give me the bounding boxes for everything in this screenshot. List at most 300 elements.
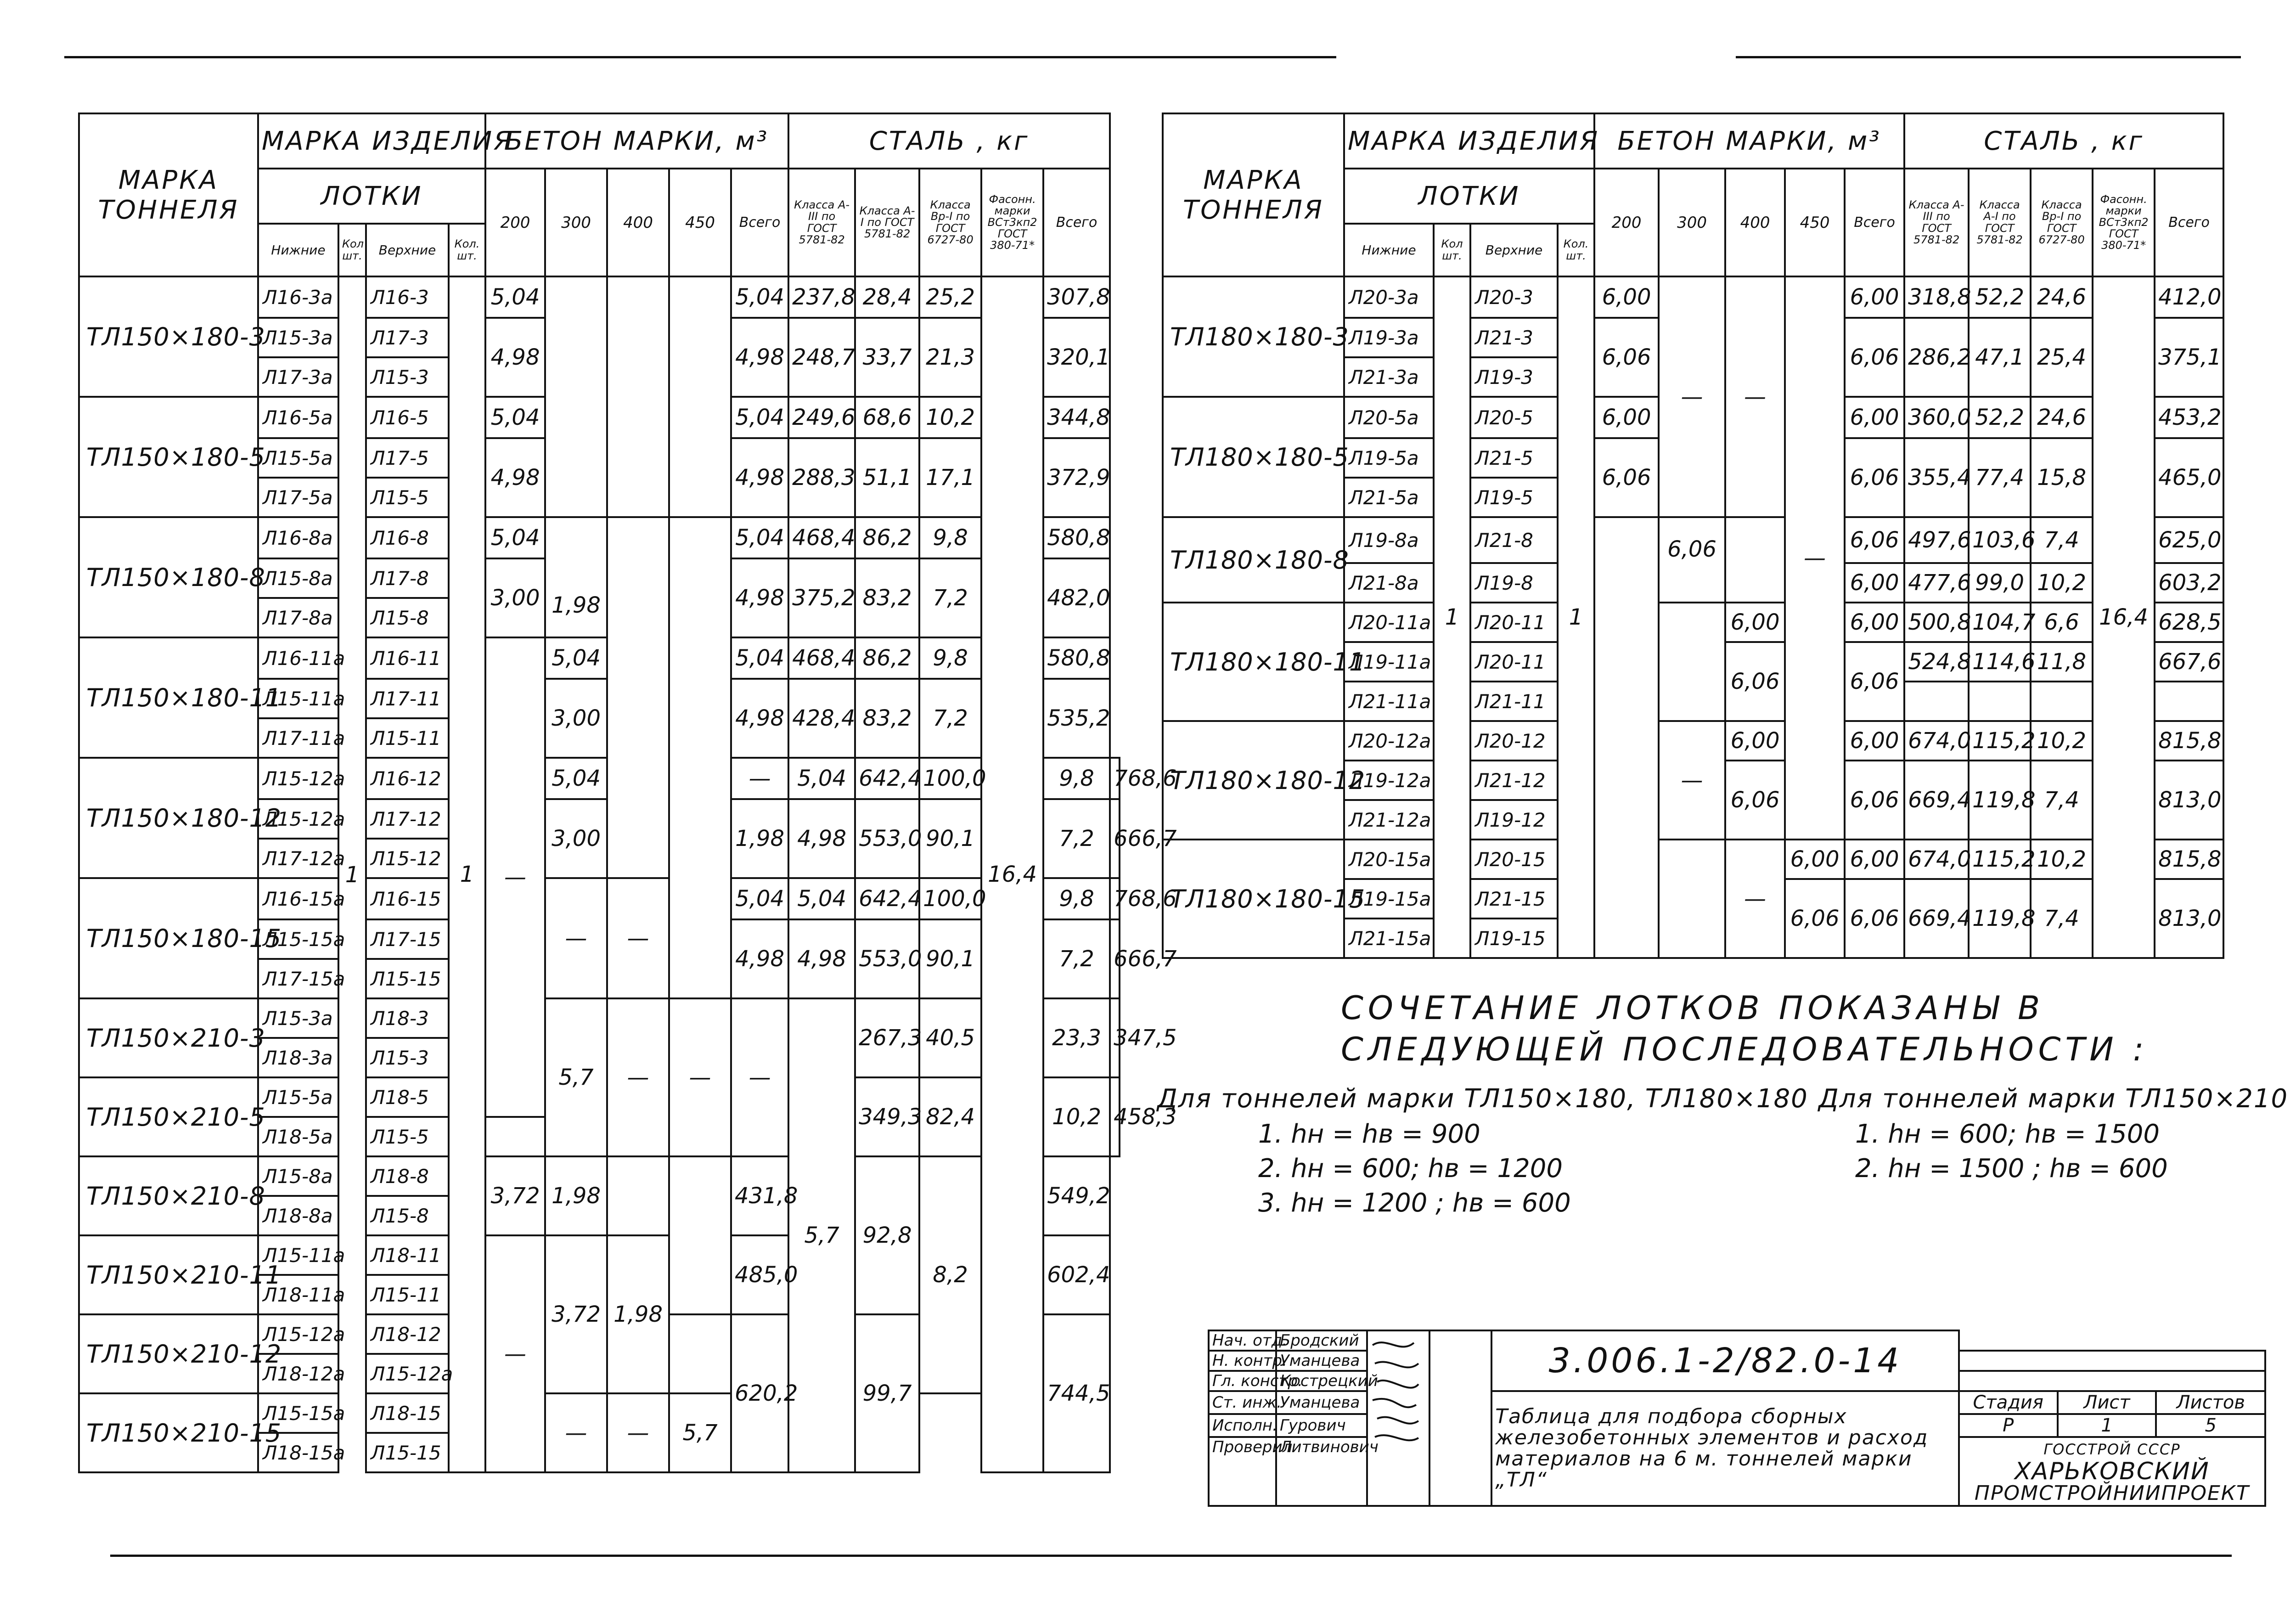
s-vr1: 7,2 — [1043, 799, 1110, 878]
c400: 6,06 — [1725, 761, 1785, 840]
s-vr1: 7,2 — [919, 679, 981, 758]
s-total: 372,9 — [1043, 438, 1110, 517]
c300: 1,98 — [545, 517, 607, 637]
header-c300: 300 — [1659, 169, 1725, 276]
c450 — [669, 1156, 731, 1314]
upper-tray: Л15-5 — [366, 1117, 449, 1156]
s-a1: 99,7 — [855, 1314, 919, 1472]
header-concrete: БЕТОН МАРКИ, м³ — [1594, 113, 1904, 169]
s-vr1: 25,2 — [919, 276, 981, 318]
s-vr1: 21,3 — [919, 318, 981, 397]
header-steel-a3: Класса А-III по ГОСТ 5781-82 — [788, 169, 855, 276]
s-a1: 103,6 — [1969, 517, 2031, 563]
c200: 6,06 — [1594, 438, 1659, 517]
upper-tray: Л15-5 — [366, 478, 449, 517]
lower-tray: Л16-5а — [258, 397, 338, 438]
header-steel-a1: Класса А-I по ГОСТ 5781-82 — [855, 169, 919, 276]
s-shaped: 16,4 — [981, 276, 1043, 1472]
upper-tray: Л16-8 — [366, 517, 449, 558]
upper-tray: Л18-5 — [366, 1077, 449, 1117]
c-total: 4,98 — [731, 318, 788, 397]
top-rule-left — [64, 56, 1336, 58]
s-total: 602,4 — [1043, 1235, 1110, 1314]
s-a1: 68,6 — [855, 397, 919, 438]
lower-tray: Л20-5а — [1344, 397, 1434, 438]
upper-tray: Л20-5 — [1470, 397, 1558, 438]
s-a1: 92,8 — [855, 1156, 919, 1314]
s-vr1: 11,8 — [2031, 642, 2093, 682]
header-tunnel-mark: МАРКА ТОННЕЛЯ — [1163, 113, 1344, 276]
c200: — — [485, 1235, 545, 1472]
s-a3: 288,3 — [788, 438, 855, 517]
header-lower: Нижние — [258, 224, 338, 276]
s-a3: 360,0 — [1904, 397, 1969, 438]
header-steel-total: Всего — [1043, 169, 1110, 276]
c200: — — [485, 637, 545, 1117]
s-total: 815,8 — [2155, 840, 2223, 879]
c200: 6,00 — [1594, 397, 1659, 438]
s-a1: 114,6 — [1969, 642, 2031, 682]
upper-tray: Л20-12 — [1470, 721, 1558, 761]
lower-tray: Л21-12а — [1344, 800, 1434, 840]
c200: 6,06 — [1594, 318, 1659, 397]
s-vr1: 9,8 — [1043, 878, 1110, 919]
s-total: 549,2 — [1043, 1156, 1110, 1235]
lower-tray: Л19-5а — [1344, 438, 1434, 478]
s-a3: 553,0 — [855, 799, 919, 878]
lower-tray: Л15-8а — [258, 1156, 338, 1196]
role-label: Исполн. — [1209, 1414, 1276, 1437]
document-description: Таблица для подбора сборных железобетонных элементов и расход материалов на 6 м. тоннелей марки „ТЛ“ — [1491, 1391, 1959, 1506]
upper-tray: Л16-12 — [366, 758, 449, 799]
s-a3: 318,8 — [1904, 276, 1969, 318]
header-trays: ЛОТКИ — [1344, 169, 1594, 224]
signature-area — [1367, 1330, 1429, 1506]
s-a3: 620,2 — [731, 1314, 788, 1472]
header-steel-a3: Класса А-III по ГОСТ 5781-82 — [1904, 169, 1969, 276]
upper-tray: Л15-12 — [366, 839, 449, 878]
right-note-block — [1818, 1084, 2288, 1183]
upper-tray: Л15-3 — [366, 1038, 449, 1077]
s-total: 344,8 — [1043, 397, 1110, 438]
s-total: 453,2 — [2155, 397, 2223, 438]
s-a3: 431,8 — [731, 1156, 788, 1235]
lower-tray: Л18-15а — [258, 1433, 338, 1472]
tunnel-mark: ТЛ180×180-3 — [1163, 276, 1344, 397]
tunnel-mark: ТЛ150×180-12 — [79, 758, 258, 878]
upper-tray: Л16-3 — [366, 276, 449, 318]
sheets-label: Листов — [2156, 1391, 2265, 1414]
s-a3: 468,4 — [788, 517, 855, 558]
c400: 1,98 — [607, 1235, 669, 1393]
upper-tray: Л20-15 — [1470, 840, 1558, 879]
tunnel-mark: ТЛ150×180-15 — [79, 878, 258, 998]
left-note-item: 1. hн = hв = 900 — [1258, 1119, 1480, 1149]
lower-tray: Л17-12а — [258, 839, 338, 878]
s-a3: 669,4 — [1904, 761, 1969, 840]
person-name: Уманцева — [1276, 1391, 1367, 1414]
header-upper: Верхние — [366, 224, 449, 276]
lower-tray: Л17-5а — [258, 478, 338, 517]
right-note-title: Для тоннелей марки ТЛ150×210 — [1818, 1084, 2289, 1114]
upper-tray: Л17-12 — [366, 799, 449, 839]
c450: 5,04 — [731, 878, 788, 919]
c300: 3,00 — [545, 799, 607, 878]
qty-lower: 1 — [1434, 276, 1470, 958]
s-total: 813,0 — [2155, 879, 2223, 958]
lower-tray: Л17-3а — [258, 357, 338, 397]
tunnel-mark: ТЛ180×180-5 — [1163, 397, 1344, 517]
s-total: 768,6 — [1110, 758, 1120, 799]
lower-tray: Л17-15а — [258, 959, 338, 998]
s-vr1: 7,4 — [2031, 517, 2093, 563]
upper-tray: Л15-8 — [366, 1196, 449, 1235]
c450: — — [1785, 276, 1845, 840]
s-vr1: 10,2 — [2031, 563, 2093, 603]
lower-tray: Л15-8а — [258, 558, 338, 598]
lower-tray: Л16-11а — [258, 637, 338, 679]
c300: 3,72 — [545, 1235, 607, 1393]
c400: — — [1725, 276, 1785, 517]
upper-tray: Л17-11 — [366, 679, 449, 718]
header-steel-vr1: Класса Вр-I по ГОСТ 6727-80 — [919, 169, 981, 276]
s-a1: 77,4 — [1969, 438, 2031, 517]
c-total: 5,7 — [788, 998, 855, 1472]
lower-tray: Л19-3а — [1344, 318, 1434, 357]
c400 — [1725, 517, 1785, 603]
upper-tray: Л21-12 — [1470, 761, 1558, 800]
stamp-blank — [1959, 1351, 2265, 1371]
header-tunnel-mark: МАРКА ТОННЕЛЯ — [79, 113, 258, 276]
s-total: 320,1 — [1043, 318, 1110, 397]
upper-tray: Л21-15 — [1470, 879, 1558, 919]
header-item-mark: МАРКА ИЗДЕЛИЯ — [1344, 113, 1594, 169]
upper-tray: Л19-15 — [1470, 919, 1558, 958]
s-total: 603,2 — [2155, 563, 2223, 603]
s-vr1: 25,4 — [2031, 318, 2093, 397]
upper-tray: Л18-3 — [366, 998, 449, 1038]
top-rule-right — [1736, 56, 2241, 58]
header-qty-lower: Кол шт. — [338, 224, 366, 276]
s-a3: 674,0 — [1904, 721, 1969, 761]
upper-tray: Л20-11 — [1470, 603, 1558, 642]
signature-scribble — [1368, 1331, 1423, 1446]
c-total: 4,98 — [731, 679, 788, 758]
lower-tray: Л20-15а — [1344, 840, 1434, 879]
c300: — — [607, 998, 669, 1156]
header-qty-upper: Кол. шт. — [449, 224, 485, 276]
c-total: 6,00 — [1845, 603, 1904, 642]
s-a3: 500,8 — [1904, 603, 1969, 642]
c300: 6,06 — [1659, 517, 1725, 603]
s-a1: 86,2 — [855, 517, 919, 558]
right-materials-table — [1162, 113, 2224, 959]
header-c400: 400 — [607, 169, 669, 276]
c-total: 6,00 — [1845, 563, 1904, 603]
s-total: 482,0 — [1043, 558, 1110, 637]
s-vr1: 9,8 — [1043, 758, 1110, 799]
s-vr1: 24,6 — [2031, 276, 2093, 318]
s-a1: 52,2 — [1969, 397, 2031, 438]
c300 — [1659, 603, 1725, 721]
upper-tray: Л17-8 — [366, 558, 449, 598]
s-a3: 237,8 — [788, 276, 855, 318]
lower-tray: Л18-12а — [258, 1354, 338, 1393]
c200: 4,98 — [485, 318, 545, 397]
s-total: 768,6 — [1110, 878, 1120, 919]
s-vr1: 24,6 — [2031, 397, 2093, 438]
s-a1: 115,2 — [1969, 840, 2031, 879]
tunnel-mark: ТЛ150×180-8 — [79, 517, 258, 637]
s-total: 307,8 — [1043, 276, 1110, 318]
c300: — — [545, 878, 607, 998]
s-a3: 248,7 — [788, 318, 855, 397]
s-vr1: 7,2 — [919, 558, 981, 637]
lower-tray: Л20-11а — [1344, 603, 1434, 642]
header-upper: Верхние — [1470, 224, 1558, 276]
c-total: 5,04 — [788, 758, 855, 799]
s-vr1: 9,8 — [919, 517, 981, 558]
right-note-item: 1. hн = 600; hв = 1500 — [1855, 1119, 2160, 1149]
c200: 6,00 — [1594, 276, 1659, 318]
stamp-blank — [1959, 1330, 2265, 1351]
role-label: Ст. инж. — [1209, 1391, 1276, 1414]
c300: — — [1659, 276, 1725, 517]
tunnel-mark: ТЛ150×210-15 — [79, 1393, 258, 1472]
lower-tray: Л15-15а — [258, 1393, 338, 1433]
c-total: 5,04 — [731, 517, 788, 558]
c300: — — [1659, 721, 1725, 840]
header-c450: 450 — [1785, 169, 1845, 276]
c400 — [607, 517, 669, 878]
c300: 5,04 — [545, 758, 607, 799]
upper-tray: Л16-11 — [366, 637, 449, 679]
c-total: 5,04 — [731, 397, 788, 438]
c400: — — [731, 758, 788, 799]
organization-line2: ХАРЬКОВСКИЙ — [2015, 1458, 2210, 1485]
s-total: 412,0 — [2155, 276, 2223, 318]
lower-tray: Л18-8а — [258, 1196, 338, 1235]
s-total: 580,8 — [1043, 517, 1110, 558]
tunnel-mark: ТЛ150×180-11 — [79, 637, 258, 758]
person-name: Гурович — [1276, 1414, 1367, 1437]
header-steel-a1: Класса А-I по ГОСТ 5781-82 — [1969, 169, 2031, 276]
c-total: 6,00 — [1845, 721, 1904, 761]
upper-tray: Л20-11 — [1470, 642, 1558, 682]
c-total: 6,00 — [1845, 840, 1904, 879]
upper-tray: Л19-5 — [1470, 478, 1558, 517]
lower-tray: Л15-11а — [258, 1235, 338, 1275]
s-vr1: 8,2 — [919, 1156, 981, 1393]
c300 — [545, 276, 607, 517]
person-name: Кострецкий — [1276, 1371, 1367, 1391]
s-total: 813,0 — [2155, 761, 2223, 840]
s-a1: 86,2 — [855, 637, 919, 679]
upper-tray: Л17-5 — [366, 438, 449, 478]
upper-tray: Л19-8 — [1470, 563, 1558, 603]
s-vr1: 17,1 — [919, 438, 981, 517]
title-block — [1208, 1330, 2266, 1507]
c-total: 4,98 — [788, 799, 855, 878]
header-c200: 200 — [1594, 169, 1659, 276]
lower-tray: Л18-11а — [258, 1275, 338, 1314]
c-total: 6,06 — [1845, 761, 1904, 840]
lower-tray: Л15-15а — [258, 919, 338, 959]
lower-tray: Л15-11а — [258, 679, 338, 718]
s-total: 815,8 — [2155, 721, 2223, 761]
header-concrete: БЕТОН МАРКИ, м³ — [485, 113, 788, 169]
lower-tray: Л16-3а — [258, 276, 338, 318]
c-total: 6,06 — [1845, 517, 1904, 563]
person-name: Бродский — [1276, 1330, 1367, 1351]
s-total: 666,7 — [1110, 919, 1120, 998]
upper-tray: Л15-11 — [366, 718, 449, 758]
c-total: 6,06 — [1845, 438, 1904, 517]
s-a3: 642,4 — [855, 758, 919, 799]
lower-tray: Л18-5а — [258, 1117, 338, 1156]
c-total: 4,98 — [731, 438, 788, 517]
person-name: Уманцева — [1276, 1351, 1367, 1371]
lower-tray: Л20-12а — [1344, 721, 1434, 761]
organization-line3: ПРОМСТРОЙНИИПРОЕКТ — [1974, 1482, 2250, 1505]
s-total: 580,8 — [1043, 637, 1110, 679]
s-a3: 497,6 — [1904, 517, 1969, 563]
c450: 4,98 — [731, 919, 788, 998]
c-total: 5,04 — [731, 276, 788, 318]
s-a1: 119,8 — [1969, 879, 2031, 958]
s-a1: 99,0 — [1969, 563, 2031, 603]
s-vr1: 23,3 — [1043, 998, 1110, 1077]
s-vr1: 10,2 — [919, 397, 981, 438]
upper-tray: Л15-3 — [366, 357, 449, 397]
c-total: 4,98 — [731, 558, 788, 637]
date-column — [1429, 1330, 1492, 1506]
qty-upper: 1 — [449, 276, 485, 1472]
stamp-blank — [1959, 1371, 2265, 1391]
c200: 4,98 — [485, 438, 545, 517]
s-total: 625,0 — [2155, 517, 2223, 563]
upper-tray: Л18-8 — [366, 1156, 449, 1196]
role-label: Проверил — [1209, 1437, 1276, 1506]
c-total: 6,00 — [1845, 397, 1904, 438]
left-note-item: 2. hн = 600; hв = 1200 — [1258, 1154, 1563, 1183]
lower-tray: Л15-3а — [258, 318, 338, 357]
tunnel-mark: ТЛ150×210-12 — [79, 1314, 258, 1393]
s-a1 — [1969, 682, 2031, 721]
upper-tray: Л15-12а — [366, 1354, 449, 1393]
s-shaped: 16,4 — [2093, 276, 2155, 958]
s-total: 667,6 — [2155, 642, 2223, 682]
s-vr1: 7,2 — [1043, 919, 1110, 998]
qty-upper: 1 — [1558, 276, 1594, 958]
lower-tray: Л15-12а — [258, 758, 338, 799]
tunnel-mark: ТЛ150×180-3 — [79, 276, 258, 397]
s-vr1: 10,2 — [2031, 840, 2093, 879]
c300: — — [545, 1393, 607, 1472]
c400: 6,00 — [1725, 721, 1785, 761]
qty-lower: 1 — [338, 276, 366, 1472]
s-a3: 553,0 — [855, 919, 919, 998]
lower-tray: Л15-5а — [258, 1077, 338, 1117]
s-a1: 90,1 — [919, 919, 981, 998]
lower-tray: Л20-3а — [1344, 276, 1434, 318]
s-vr1: 6,6 — [2031, 603, 2093, 642]
lower-tray: Л19-11а — [1344, 642, 1434, 682]
upper-tray: Л15-8 — [366, 598, 449, 637]
s-a3: 468,4 — [788, 637, 855, 679]
s-a1: 115,2 — [1969, 721, 2031, 761]
header-c450: 450 — [669, 169, 731, 276]
upper-tray: Л21-3 — [1470, 318, 1558, 357]
s-total: 628,5 — [2155, 603, 2223, 642]
header-steel: СТАЛЬ , кг — [788, 113, 1110, 169]
lower-tray: Л19-12а — [1344, 761, 1434, 800]
upper-tray: Л18-15 — [366, 1393, 449, 1433]
s-a1: 82,4 — [919, 1077, 981, 1156]
left-note-block — [1157, 1084, 1808, 1218]
upper-tray: Л19-12 — [1470, 800, 1558, 840]
s-a3: 642,4 — [855, 878, 919, 919]
person-name: Литвинович — [1276, 1437, 1367, 1506]
tunnel-mark: ТЛ150×210-11 — [79, 1235, 258, 1314]
bottom-rule — [110, 1555, 2232, 1557]
c200: 5,04 — [485, 517, 545, 558]
c450: — — [731, 998, 788, 1156]
upper-tray: Л17-3 — [366, 318, 449, 357]
tunnel-mark: ТЛ180×180-11 — [1163, 603, 1344, 721]
s-a3: 428,4 — [788, 679, 855, 758]
header-item-mark: МАРКА ИЗДЕЛИЯ — [258, 113, 485, 169]
s-vr1: 15,8 — [2031, 438, 2093, 517]
tunnel-mark: ТЛ150×210-8 — [79, 1156, 258, 1235]
s-total — [2155, 682, 2223, 721]
s-vr1: 7,4 — [2031, 761, 2093, 840]
lower-tray: Л19-8а — [1344, 517, 1434, 563]
c-total: 6,06 — [1845, 879, 1904, 958]
c450: 6,00 — [1785, 840, 1845, 879]
header-steel-total: Всего — [2155, 169, 2223, 276]
lower-tray: Л17-8а — [258, 598, 338, 637]
s-vr1: 10,2 — [2031, 721, 2093, 761]
lower-tray: Л21-5а — [1344, 478, 1434, 517]
lower-tray: Л21-15а — [1344, 919, 1434, 958]
left-note-title: Для тоннелей марки ТЛ150×180, ТЛ180×180 — [1157, 1084, 1808, 1114]
role-label: Нач. отд. — [1209, 1330, 1276, 1351]
c200: 5,04 — [485, 276, 545, 318]
s-vr1: 7,4 — [2031, 879, 2093, 958]
c-total: 5,04 — [731, 637, 788, 679]
c-total: 6,06 — [1845, 318, 1904, 397]
c-total: 6,00 — [1845, 276, 1904, 318]
lower-tray: Л21-8а — [1344, 563, 1434, 603]
s-a3: 477,6 — [1904, 563, 1969, 603]
s-vr1: 10,2 — [1043, 1077, 1110, 1156]
upper-tray: Л15-11 — [366, 1275, 449, 1314]
lower-tray: Л15-12а — [258, 799, 338, 839]
combination-heading-line2: СЛЕДУЮЩЕЙ ПОСЛЕДОВАТЕЛЬНОСТИ : — [1341, 1031, 2149, 1068]
c400: 6,06 — [1725, 642, 1785, 721]
header-trays: ЛОТКИ — [258, 169, 485, 224]
c400: — — [1725, 840, 1785, 958]
c400: — — [607, 878, 669, 998]
s-a1: 100,0 — [919, 878, 981, 919]
left-materials-table — [78, 113, 1177, 1473]
c-total: 5,04 — [788, 878, 855, 919]
upper-tray: Л16-15 — [366, 878, 449, 919]
s-total: 465,0 — [2155, 438, 2223, 517]
header-c200: 200 — [485, 169, 545, 276]
s-a1: 104,7 — [1969, 603, 2031, 642]
